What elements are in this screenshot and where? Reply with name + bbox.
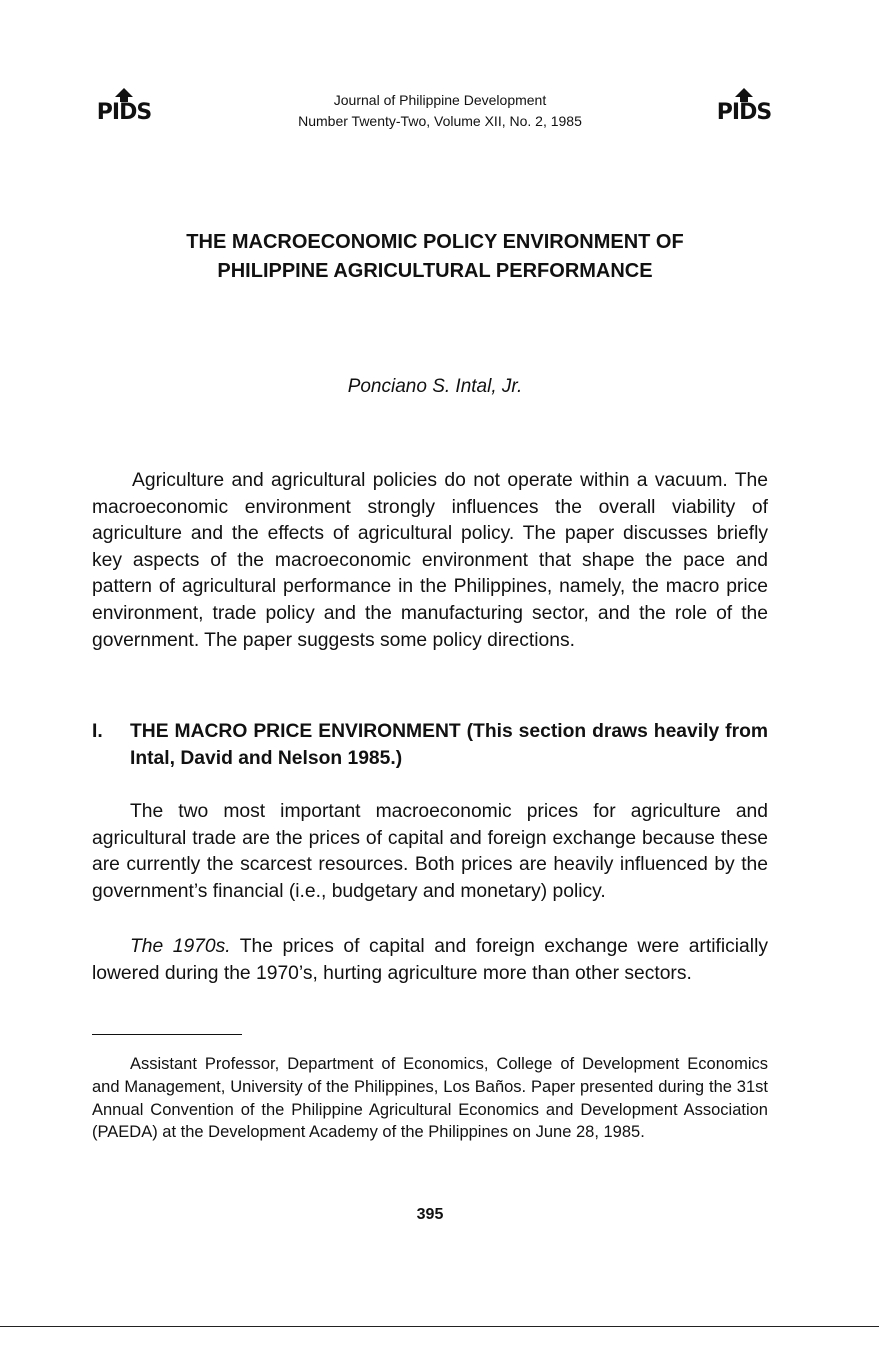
body-paragraph-1: The two most important macroeconomic prices for agriculture and agricultural trade are the prices of capital and foreign exchange because these are currently the scarcest resources. Both prices are heavily influenced by the government’s financial (i.e., budgetary and monetary) policy. — [92, 801, 768, 902]
journal-name: Journal of Philippine Development — [333, 92, 547, 108]
paragraph-lead-in: The 1970s. — [130, 936, 231, 957]
journal-header — [180, 90, 700, 132]
page-number: 395 — [416, 1206, 444, 1223]
pids-logo-right — [712, 88, 776, 128]
footnote-rule — [92, 1034, 242, 1035]
section-number: I. — [92, 721, 103, 742]
paragraph-body: The prices of capital and foreign exchange were artificially lowered during the 1970’s, hurting agriculture more than other sectors. — [92, 936, 768, 984]
journal-issue: Number Twenty-Two, Volume XII, No. 2, 1985 — [298, 113, 582, 129]
pids-logo-text: PIDS — [96, 100, 152, 125]
paper-title — [100, 228, 770, 286]
author-name: Ponciano S. Intal, Jr. — [347, 376, 523, 397]
section-heading-text: THE MACRO PRICE ENVIRONMENT (This section draws heavily from Intal, David and Nelson 1985.) — [130, 721, 768, 769]
section-heading — [92, 719, 768, 772]
abstract-paragraph: Agriculture and agricultural policies do not operate within a vacuum. The macroeconomic environment strongly influences the overall viability of agriculture and the effects of agricultural policy. The paper discusses briefly key aspects of the macroeconomic environment that shape the pace and pattern of agricultural performance in the Philippines, namely, the macro price environment, trade policy and the manufacturing sector, and the role of the government. The paper suggests some policy directions. — [92, 470, 768, 651]
page-bottom-rule — [0, 1326, 879, 1327]
body-paragraph-2 — [92, 934, 768, 987]
author-footnote: Assistant Professor, Department of Economics, College of Development Economics and Management, University of the Philippines, Los Baños. Paper presented during the 31st Annual Convention of the Philippine Agricultural Economics and Development Association (PAEDA) at the Development Academy of the Philippines on June 28, 1985. — [92, 1055, 768, 1142]
paper-title-line-1: THE MACROECONOMIC POLICY ENVIRONMENT OF — [186, 231, 684, 253]
pids-logo-left — [92, 88, 156, 128]
pids-logo-text: PIDS — [716, 100, 772, 125]
paper-title-line-2: PHILIPPINE AGRICULTURAL PERFORMANCE — [217, 260, 653, 282]
